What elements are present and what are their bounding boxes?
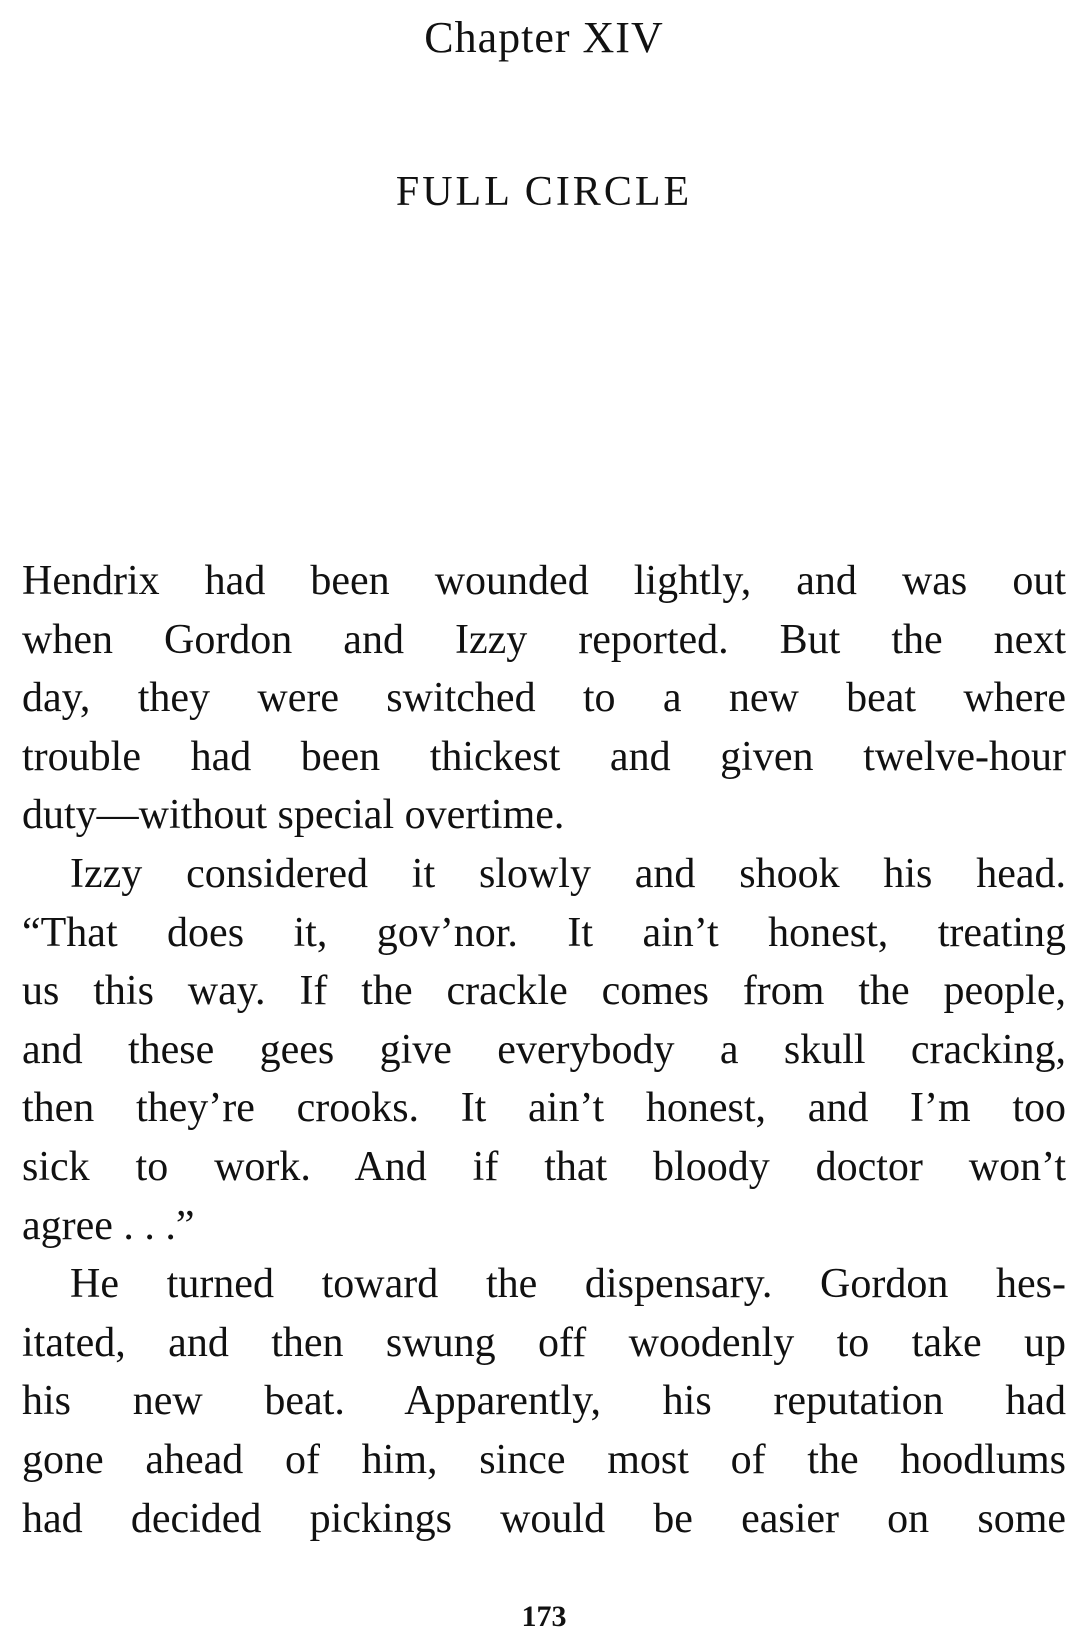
text-line: when Gordon and Izzy reported. But the next <box>22 616 1066 663</box>
text-line: day, they were switched to a new beat where <box>22 675 1066 722</box>
text-line: gone ahead of him, since most of the hoodlums <box>22 1436 1066 1483</box>
text-line: “That does it, gov’nor. It ain’t honest, treating <box>22 909 1066 956</box>
text-line: duty—without special overtime. <box>22 792 565 839</box>
text-line: and these gees give everybody a skull cracking, <box>22 1026 1066 1073</box>
text-line: then they’re crooks. It ain’t honest, and I’m too <box>22 1085 1066 1132</box>
text-line: Izzy considered it slowly and shook his head. <box>70 850 1066 897</box>
text-line: itated, and then swung off woodenly to take up <box>22 1319 1066 1366</box>
page-number: 173 <box>521 1600 567 1633</box>
text-line: his new beat. Apparently, his reputation had <box>22 1378 1066 1425</box>
text-line: had decided pickings would be easier on some <box>22 1495 1066 1542</box>
chapter-title: FULL CIRCLE <box>395 169 693 215</box>
text-line: sick to work. And if that bloody doctor won’t <box>22 1143 1066 1190</box>
text-line: Hendrix had been wounded lightly, and was out <box>22 558 1066 604</box>
text-line: He turned toward the dispensary. Gordon hes- <box>70 1261 1066 1308</box>
text-line: us this way. If the crackle comes from the people, <box>22 968 1066 1015</box>
text-line: agree . . .” <box>22 1202 195 1249</box>
body-text <box>22 552 1066 1548</box>
text-line: trouble had been thickest and given twelve-hour <box>22 733 1066 780</box>
chapter-number: Chapter XIV <box>424 13 664 62</box>
